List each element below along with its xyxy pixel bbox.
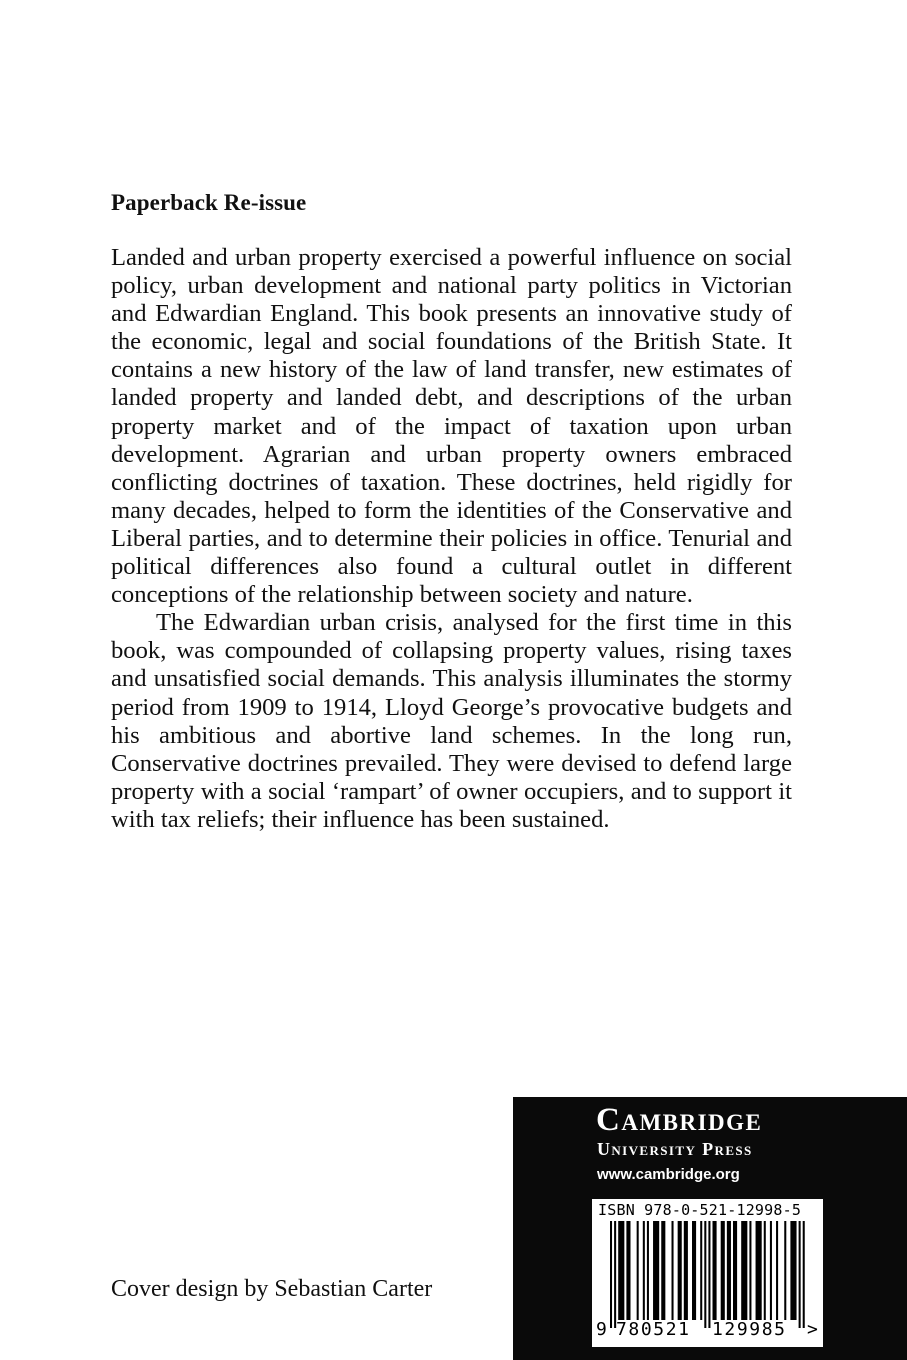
- barcode-bar: [643, 1221, 645, 1320]
- barcode-left-digits: 780521: [616, 1319, 691, 1340]
- barcode-first-digit: 9: [596, 1319, 607, 1340]
- barcode-right-digits: 129985: [712, 1319, 787, 1340]
- barcode-bar: [713, 1221, 717, 1320]
- barcode-bar: [661, 1221, 665, 1320]
- barcode-bar: [733, 1221, 737, 1320]
- barcode-bar: [776, 1221, 778, 1320]
- barcode-bar: [684, 1221, 688, 1320]
- barcode-bar: [727, 1221, 731, 1320]
- blurb-text: [111, 244, 792, 834]
- cover-design-credit: Cover design by Sebastian Carter: [111, 1276, 433, 1302]
- barcode-bar: [749, 1221, 751, 1320]
- blurb-paragraph-2: The Edwardian urban crisis, analysed for the first time in this book, was compounded of collapsing property values, rising taxes and unsatisfied social demands. This analysis illuminates the stormy period from 1909 to 1914, Lloyd George’s provocative budgets and his ambitious and abortive land schemes. In the long run, Conservative doctrines prevailed. They were devised to defend large property with a social ‘rampart’ of owner occupiers, and to support it with tax reliefs; their influence has been sustained.: [111, 609, 792, 833]
- blurb-paragraph-1: Landed and urban property exercised a powerful influence on social policy, urban development and national party politics in Victorian and Edwardian England. This book presents an innovative study of the economic, legal and social foundations of the British State. It contains a new history of the law of land transfer, new estimates of landed property and landed debt, and descriptions of the urban property market and of the impact of taxation upon urban development. Agrarian and urban property owners embraced conflicting doctrines of taxation. These doctrines, held rigidly for many decades, helped to form the identities of the Conservative and Liberal parties, and to determine their policies in office. Tenurial and political differences also found a cultural outlet in different conceptions of the relationship between society and nature.: [111, 244, 792, 609]
- isbn-barcode: [592, 1199, 823, 1347]
- publisher-subtitle: [597, 1139, 753, 1160]
- publisher-subtitle-text: University Press: [597, 1139, 753, 1159]
- isbn-label: ISBN 978-0-521-12998-5: [598, 1201, 802, 1219]
- barcode-bar: [721, 1221, 725, 1320]
- barcode-bar: [770, 1221, 772, 1320]
- barcode-bar: [790, 1221, 796, 1320]
- barcode-bar: [618, 1221, 624, 1320]
- barcode-bar: [678, 1221, 682, 1320]
- barcode-bar: [610, 1221, 612, 1328]
- barcode-bar: [708, 1221, 710, 1328]
- barcode-bar: [614, 1221, 616, 1328]
- barcode-digits: [592, 1319, 823, 1345]
- barcode-bar: [647, 1221, 649, 1320]
- barcode-bar: [784, 1221, 786, 1320]
- publisher-website: www.cambridge.org: [597, 1166, 740, 1183]
- barcode-bar: [803, 1221, 805, 1328]
- barcode-bar: [764, 1221, 766, 1320]
- barcode-bar: [741, 1221, 747, 1320]
- barcode-quiet-zone-mark: >: [807, 1319, 818, 1340]
- barcode-bar: [756, 1221, 762, 1320]
- barcode-bar: [653, 1221, 659, 1320]
- barcode-bar: [626, 1221, 630, 1320]
- barcode-bar: [692, 1221, 696, 1320]
- section-heading: Paperback Re-issue: [111, 190, 307, 215]
- publisher-name: [596, 1102, 762, 1139]
- barcode-bar: [700, 1221, 702, 1320]
- barcode-bar: [799, 1221, 801, 1328]
- publisher-name-text: Cambridge: [596, 1102, 763, 1138]
- barcode-bar: [704, 1221, 706, 1328]
- barcode-bar: [672, 1221, 674, 1320]
- barcode-bar: [637, 1221, 639, 1320]
- publisher-imprint-panel: [513, 1097, 907, 1360]
